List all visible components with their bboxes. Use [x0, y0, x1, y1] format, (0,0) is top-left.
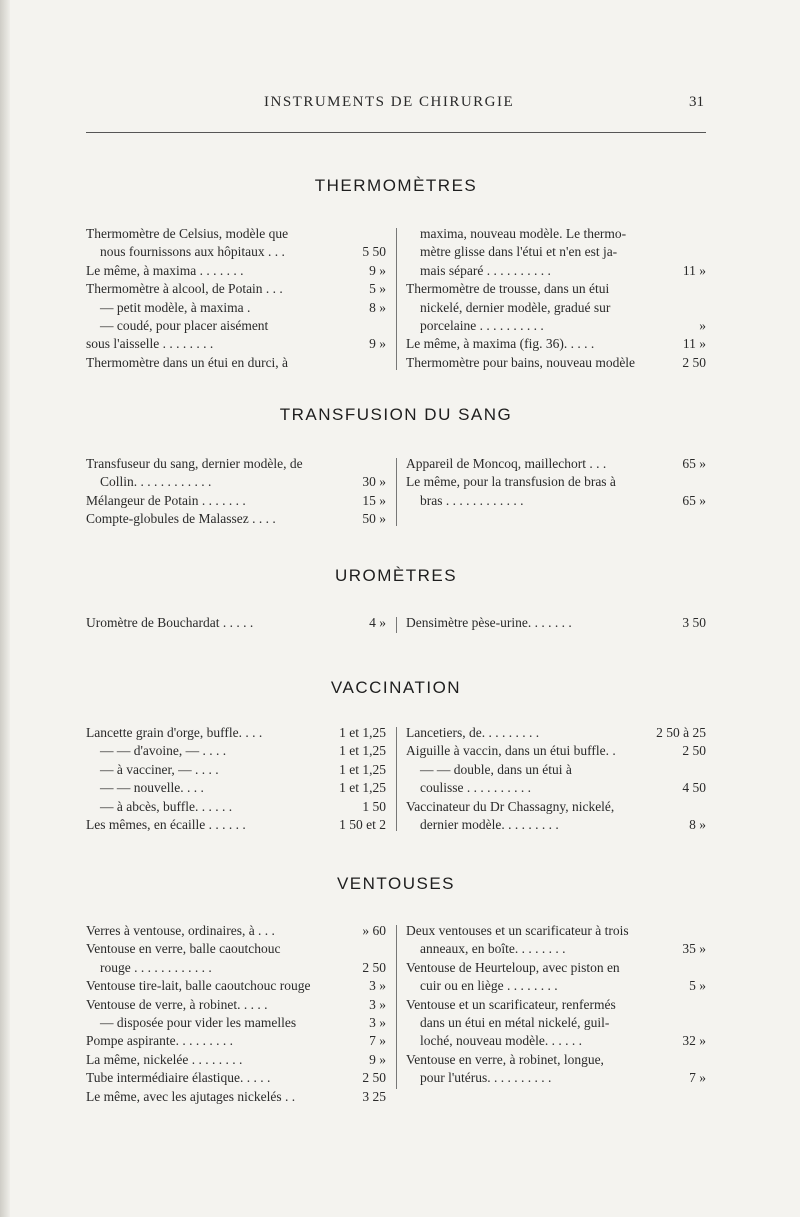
- entry-description: coulisse . . . . . . . . . .: [420, 780, 531, 796]
- header-rule: [86, 132, 706, 133]
- catalog-entry-line: [86, 959, 386, 977]
- catalog-entry-line: [86, 510, 386, 528]
- catalog-entry-line: [86, 262, 386, 280]
- catalog-entry-line: [406, 473, 706, 491]
- catalog-entry-line: [86, 816, 386, 834]
- catalog-entry-line: [406, 724, 706, 742]
- entry-description: Ventouse et un scarificateur, renfermés: [406, 996, 616, 1012]
- catalog-entry-line: [406, 798, 706, 816]
- section-title-vaccination: VACCINATION: [330, 678, 462, 697]
- entry-description: dernier modèle. . . . . . . . .: [420, 816, 559, 832]
- catalog-entry-line: [406, 299, 706, 317]
- entry-description: mètre glisse dans l'étui et n'en est ja-: [420, 244, 618, 260]
- entry-description: Le même, pour la transfusion de bras à: [406, 474, 616, 490]
- ventouses-column-rule: [396, 925, 397, 1089]
- entry-description: Pompe aspirante. . . . . . . . .: [86, 1033, 233, 1049]
- catalog-entry-line: [406, 243, 706, 261]
- entry-price: 11 »: [679, 262, 706, 280]
- section-title-ventouses: VENTOUSES: [336, 874, 456, 893]
- entry-price: 2 50: [678, 742, 706, 760]
- thermometres-right-column: [406, 225, 706, 372]
- urometres-column-rule: [396, 617, 397, 633]
- catalog-entry-line: [86, 614, 386, 632]
- catalog-entry-line: [406, 492, 706, 510]
- entry-description: nickelé, dernier modèle, gradué sur: [420, 299, 611, 315]
- entry-price: 7 »: [685, 1069, 706, 1087]
- entry-price: 1 et 1,25: [335, 742, 386, 760]
- catalog-entry-line: [406, 1014, 706, 1032]
- catalog-entry-line: [406, 959, 706, 977]
- entry-description: — — nouvelle. . . .: [100, 780, 204, 796]
- thermometres-column-rule: [396, 228, 397, 370]
- catalog-entry-line: [406, 1032, 706, 1050]
- catalog-entry-line: [86, 492, 386, 510]
- transfusion-left-column: [86, 455, 386, 529]
- entry-description: La même, nickelée . . . . . . . .: [86, 1051, 243, 1067]
- entry-price: 2 50: [678, 354, 706, 372]
- entry-price: 3 »: [365, 1014, 386, 1032]
- vaccination-column-rule: [396, 727, 397, 831]
- entry-description: — disposée pour vider les mamelles: [100, 1014, 297, 1030]
- section-title-urometres: UROMÈTRES: [334, 566, 458, 585]
- entry-description: Ventouse en verre, balle caoutchouc: [86, 941, 281, 957]
- catalog-entry-line: [86, 455, 386, 473]
- entry-price: 3 50: [678, 614, 706, 632]
- catalog-entry-line: [406, 262, 706, 280]
- entry-description: Ventouse en verre, à robinet, longue,: [406, 1051, 604, 1067]
- entry-price: 1 et 1,25: [335, 761, 386, 779]
- entry-price: 1 50 et 2: [335, 816, 386, 834]
- entry-price: 1 50: [358, 798, 386, 816]
- vaccination-right-column: [406, 724, 706, 834]
- entry-price: 5 »: [685, 977, 706, 995]
- entry-description: dans un étui en métal nickelé, guil-: [420, 1014, 610, 1030]
- catalog-entry-line: [406, 761, 706, 779]
- catalog-entry-line: [86, 996, 386, 1014]
- entry-description: Le même, avec les ajutages nickelés . .: [86, 1088, 296, 1104]
- entry-price: 5 50: [358, 243, 386, 261]
- entry-description: Ventouse tire-lait, balle caoutchouc rouge: [86, 978, 311, 994]
- catalog-entry-line: [406, 1051, 706, 1069]
- entry-description: Thermomètre à alcool, de Potain . . .: [86, 281, 283, 297]
- catalog-entry-line: [406, 779, 706, 797]
- catalog-entry-line: [406, 335, 706, 353]
- catalog-entry-line: [406, 1069, 706, 1087]
- catalog-entry-line: [86, 1088, 386, 1106]
- entry-description: Les mêmes, en écaille . . . . . .: [86, 816, 246, 832]
- entry-price: 9 »: [365, 262, 386, 280]
- entry-price: 50 »: [358, 510, 386, 528]
- entry-price: 32 »: [678, 1032, 706, 1050]
- catalog-entry-line: [86, 280, 386, 298]
- urometres-left-column: [86, 614, 386, 632]
- catalog-entry-line: [406, 455, 706, 473]
- entry-description: Densimètre pèse-urine. . . . . . .: [406, 615, 572, 630]
- entry-description: — — d'avoine, — . . . .: [100, 743, 227, 759]
- entry-price: 9 »: [365, 335, 386, 353]
- catalog-entry-line: [406, 354, 706, 372]
- entry-description: nous fournissons aux hôpitaux . . .: [100, 244, 285, 260]
- entry-description: Aiguille à vaccin, dans un étui buffle. .: [406, 743, 616, 759]
- entry-description: Thermomètre de trousse, dans un étui: [406, 281, 610, 297]
- catalog-entry-line: [86, 922, 386, 940]
- entry-price: 15 »: [358, 492, 386, 510]
- entry-description: Compte-globules de Malassez . . . .: [86, 511, 276, 527]
- urometres-right-column: [406, 614, 706, 632]
- entry-description: rouge . . . . . . . . . . . .: [100, 959, 212, 975]
- entry-description: sous l'aisselle . . . . . . . .: [86, 336, 214, 352]
- entry-price: 3 25: [358, 1088, 386, 1106]
- entry-price: 1 et 1,25: [335, 724, 386, 742]
- entry-description: loché, nouveau modèle. . . . . .: [420, 1033, 582, 1049]
- entry-description: maxima, nouveau modèle. Le thermo-: [420, 226, 627, 241]
- catalog-entry-line: [86, 299, 386, 317]
- catalog-entry-line: [406, 317, 706, 335]
- entry-price: »: [695, 317, 706, 335]
- entry-price: 65 »: [678, 492, 706, 510]
- catalog-entry-line: [86, 798, 386, 816]
- entry-description: anneaux, en boîte. . . . . . . .: [420, 941, 566, 957]
- catalog-entry-line: [86, 1014, 386, 1032]
- entry-price: 2 50: [358, 1069, 386, 1087]
- catalog-entry-line: [406, 225, 706, 243]
- catalog-entry-line: [86, 940, 386, 958]
- catalog-entry-line: [406, 742, 706, 760]
- catalog-entry-line: [406, 280, 706, 298]
- entry-description: Verres à ventouse, ordinaires, à . . .: [86, 923, 275, 938]
- ventouses-right-column: [406, 922, 706, 1088]
- catalog-entry-line: [86, 317, 386, 335]
- catalog-entry-line: [406, 996, 706, 1014]
- catalog-entry-line: [406, 614, 706, 632]
- section-title-transfusion: TRANSFUSION DU SANG: [279, 405, 513, 424]
- entry-description: — à vacciner, — . . . .: [100, 761, 219, 777]
- entry-description: Ventouse de verre, à robinet. . . . .: [86, 996, 268, 1012]
- catalog-entry-line: [86, 1069, 386, 1087]
- entry-price: 1 et 1,25: [335, 779, 386, 797]
- transfusion-right-column: [406, 455, 706, 510]
- entry-price: 65 »: [678, 455, 706, 473]
- entry-description: Thermomètre de Celsius, modèle que: [86, 226, 289, 241]
- entry-price: 7 »: [365, 1032, 386, 1050]
- catalog-entry-line: [86, 1032, 386, 1050]
- ventouses-left-column: [86, 922, 386, 1106]
- entry-description: Transfuseur du sang, dernier modèle, de: [86, 456, 303, 471]
- running-header-title: INSTRUMENTS DE CHIRURGIE: [264, 94, 515, 110]
- entry-price: 4 »: [365, 614, 386, 632]
- entry-description: Lancetiers, de. . . . . . . . .: [406, 725, 540, 740]
- entry-price: 3 »: [365, 996, 386, 1014]
- catalog-entry-line: [86, 335, 386, 353]
- catalog-entry-line: [406, 816, 706, 834]
- entry-description: — à abcès, buffle. . . . . .: [100, 798, 233, 814]
- entry-description: Thermomètre pour bains, nouveau modèle: [406, 354, 636, 370]
- entry-description: Tube intermédiaire élastique. . . . .: [86, 1070, 271, 1086]
- thermometres-left-column: [86, 225, 386, 372]
- entry-description: — coudé, pour placer aisément: [100, 317, 269, 333]
- entry-price: 4 50: [678, 779, 706, 797]
- running-header: [86, 94, 710, 118]
- section-title-thermometres: THERMOMÈTRES: [314, 176, 478, 195]
- entry-description: Thermomètre dans un étui en durci, à: [86, 354, 289, 370]
- page-number: 31: [689, 94, 704, 110]
- entry-description: Deux ventouses et un scarificateur à trois: [406, 923, 629, 938]
- entry-price: » 60: [358, 922, 386, 940]
- vaccination-left-column: [86, 724, 386, 834]
- entry-description: — — double, dans un étui à: [420, 761, 572, 777]
- page-edge-shadow: [0, 0, 10, 1217]
- entry-description: Uromètre de Bouchardat . . . . .: [86, 615, 254, 630]
- entry-description: pour l'utérus. . . . . . . . . .: [420, 1070, 552, 1086]
- catalog-entry-line: [86, 742, 386, 760]
- entry-description: porcelaine . . . . . . . . . .: [420, 317, 544, 333]
- entry-description: bras . . . . . . . . . . . .: [420, 492, 524, 508]
- catalog-entry-line: [86, 473, 386, 491]
- catalog-entry-line: [86, 977, 386, 995]
- entry-price: 2 50: [358, 959, 386, 977]
- entry-description: Mélangeur de Potain . . . . . . .: [86, 492, 246, 508]
- catalog-entry-line: [86, 779, 386, 797]
- catalog-entry-line: [86, 724, 386, 742]
- entry-description: Appareil de Moncoq, maillechort . . .: [406, 456, 607, 471]
- transfusion-column-rule: [396, 458, 397, 526]
- entry-price: 8 »: [685, 816, 706, 834]
- entry-price: 9 »: [365, 1051, 386, 1069]
- catalog-entry-line: [86, 243, 386, 261]
- catalog-entry-line: [406, 940, 706, 958]
- entry-price: 3 »: [365, 977, 386, 995]
- entry-description: cuir ou en liège . . . . . . . .: [420, 978, 558, 994]
- entry-description: Vaccinateur du Dr Chassagny, nickelé,: [406, 798, 615, 814]
- catalog-entry-line: [86, 1051, 386, 1069]
- entry-description: Ventouse de Heurteloup, avec piston en: [406, 959, 620, 975]
- entry-price: 2 50 à 25: [652, 724, 706, 742]
- entry-description: — petit modèle, à maxima .: [100, 299, 251, 315]
- entry-price: 35 »: [678, 940, 706, 958]
- entry-description: Lancette grain d'orge, buffle. . . .: [86, 725, 263, 740]
- catalog-entry-line: [406, 977, 706, 995]
- entry-description: Le même, à maxima . . . . . . .: [86, 262, 244, 278]
- catalog-entry-line: [86, 225, 386, 243]
- entry-description: Le même, à maxima (fig. 36). . . . .: [406, 336, 595, 352]
- entry-price: 5 »: [365, 280, 386, 298]
- entry-price: 8 »: [365, 299, 386, 317]
- entry-price: 30 »: [358, 473, 386, 491]
- entry-description: Collin. . . . . . . . . . . .: [100, 474, 212, 490]
- catalog-entry-line: [86, 761, 386, 779]
- catalog-entry-line: [406, 922, 706, 940]
- entry-price: 11 »: [679, 335, 706, 353]
- catalog-entry-line: [86, 354, 386, 372]
- entry-description: mais séparé . . . . . . . . . .: [420, 262, 551, 278]
